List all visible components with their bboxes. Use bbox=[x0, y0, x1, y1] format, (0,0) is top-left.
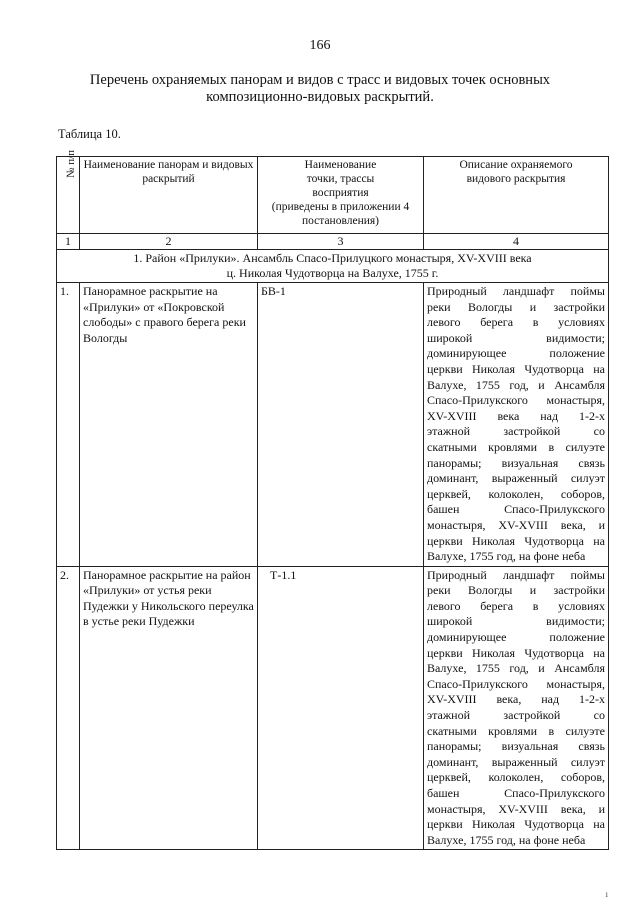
page-mark: ı bbox=[605, 889, 608, 899]
description-line: доминирующее положение bbox=[427, 630, 605, 645]
description-line: доминант, выраженный силуэт bbox=[427, 754, 605, 769]
header-point-line: Наименование bbox=[304, 159, 377, 171]
header-point-line: точки, трассы bbox=[306, 173, 375, 185]
header-point-line: (приведены в приложении 4 bbox=[271, 201, 410, 213]
panorama-table bbox=[56, 149, 609, 850]
description-line: Спасо-Прилукского монастыря, bbox=[427, 676, 605, 691]
description-line: церквей, колоколен, соборов, bbox=[427, 486, 605, 501]
description-line: доминант, выраженный силуэт bbox=[427, 471, 605, 486]
description-line: Валухе, 1755 год, и Ансамбля bbox=[427, 661, 605, 676]
description-line: этажной застройкой со bbox=[427, 708, 605, 723]
description-line: церкви Николая Чудотворца на bbox=[427, 645, 605, 660]
header-point-line: постановления) bbox=[301, 215, 380, 227]
table-row bbox=[57, 283, 609, 567]
table-row bbox=[57, 566, 609, 850]
description-line: левого берега в условиях bbox=[427, 315, 605, 330]
description-line: XV-XVIII века, над 1-2-х bbox=[427, 692, 605, 707]
header-number bbox=[57, 149, 80, 234]
table-label: Таблица 10. bbox=[58, 127, 121, 141]
row-point: Т-1.1 bbox=[258, 566, 424, 850]
description-line: доминирующее положение bbox=[427, 346, 605, 361]
description-line: панорамы; визуальная связь bbox=[427, 739, 605, 754]
row-description bbox=[424, 566, 609, 850]
column-index-row bbox=[57, 234, 609, 250]
description-line: скатными кровлями в силуэте bbox=[427, 439, 605, 454]
header-description-line: Описание охраняемого bbox=[459, 159, 573, 171]
description-line: Валухе, 1755 год, на фоне неба bbox=[427, 832, 586, 847]
column-index: 2 bbox=[80, 234, 258, 250]
description-line: широкой видимости; bbox=[427, 614, 605, 629]
row-name: Панорамное раскрытие на «Прилуки» от «Покровской слободы» с правого берега реки Вологды bbox=[80, 283, 258, 567]
document-title bbox=[40, 72, 600, 106]
description-line: монастыря, XV-XVIII века, и bbox=[427, 801, 605, 816]
description-line: реки Вологды и застройки bbox=[427, 299, 605, 314]
column-index: 1 bbox=[57, 234, 80, 250]
row-point: БВ-1 bbox=[258, 283, 424, 567]
description-line: этажной застройкой со bbox=[427, 424, 605, 439]
title-line-2: композиционно-видовых раскрытий. bbox=[206, 89, 434, 105]
description-line: монастыря, XV-XVIII века, и bbox=[427, 517, 605, 532]
row-number: 1. bbox=[57, 283, 80, 567]
row-name: Панорамное раскрытие на район «Прилуки» от устья реки Пудежки у Никольского переулка в устье реки Пудежки bbox=[80, 566, 258, 850]
row-number: 2. bbox=[57, 566, 80, 850]
header-description bbox=[424, 157, 609, 234]
page-number: 166 bbox=[309, 38, 331, 53]
header-number-label: № п/п bbox=[65, 149, 78, 179]
description-line: Валухе, 1755 год, на фоне неба bbox=[427, 549, 586, 564]
description-line: Природный ландшафт поймы bbox=[427, 567, 605, 582]
description-line: Спасо-Прилукского монастыря, bbox=[427, 393, 605, 408]
description-line: левого берега в условиях bbox=[427, 598, 605, 613]
row-description bbox=[424, 283, 609, 567]
description-line: церкви Николая Чудотворца на bbox=[427, 533, 605, 548]
header-point bbox=[258, 157, 424, 234]
description-line: церкви Николая Чудотворца на bbox=[427, 361, 605, 376]
section-title-line: ц. Николая Чудотворца на Валухе, 1755 г. bbox=[226, 266, 439, 280]
description-line: церквей, колоколен, соборов, bbox=[427, 770, 605, 785]
description-line: башен Спасо-Прилукского bbox=[427, 502, 605, 517]
description-line: панорамы; визуальная связь bbox=[427, 455, 605, 470]
table-header-row bbox=[57, 157, 609, 234]
description-line: скатными кровлями в силуэте bbox=[427, 723, 605, 738]
description-line: реки Вологды и застройки bbox=[427, 583, 605, 598]
description-line: Природный ландшафт поймы bbox=[427, 284, 605, 298]
column-index: 4 bbox=[424, 234, 609, 250]
title-line-1: Перечень охраняемых панорам и видов с трасс и видовых точек основных bbox=[89, 72, 551, 88]
description-line: XV-XVIII века над 1-2-х bbox=[427, 408, 605, 423]
description-line: церкви Николая Чудотворца на bbox=[427, 817, 605, 832]
description-line: Валухе, 1755 год, и Ансамбля bbox=[427, 377, 605, 392]
section-title bbox=[57, 250, 609, 283]
description-line: башен Спасо-Прилукского bbox=[427, 786, 605, 800]
section-row bbox=[57, 250, 609, 283]
column-index: 3 bbox=[258, 234, 424, 250]
section-title-line: 1. Район «Прилуки». Ансамбль Спасо-Прилуцкого монастыря, XV-XVIII века bbox=[133, 251, 532, 265]
description-line: широкой видимости; bbox=[427, 330, 605, 345]
header-point-line: восприятия bbox=[312, 187, 369, 199]
header-name: Наименование панорам и видовых раскрытий bbox=[80, 157, 258, 234]
header-description-line: видового раскрытия bbox=[466, 173, 566, 185]
